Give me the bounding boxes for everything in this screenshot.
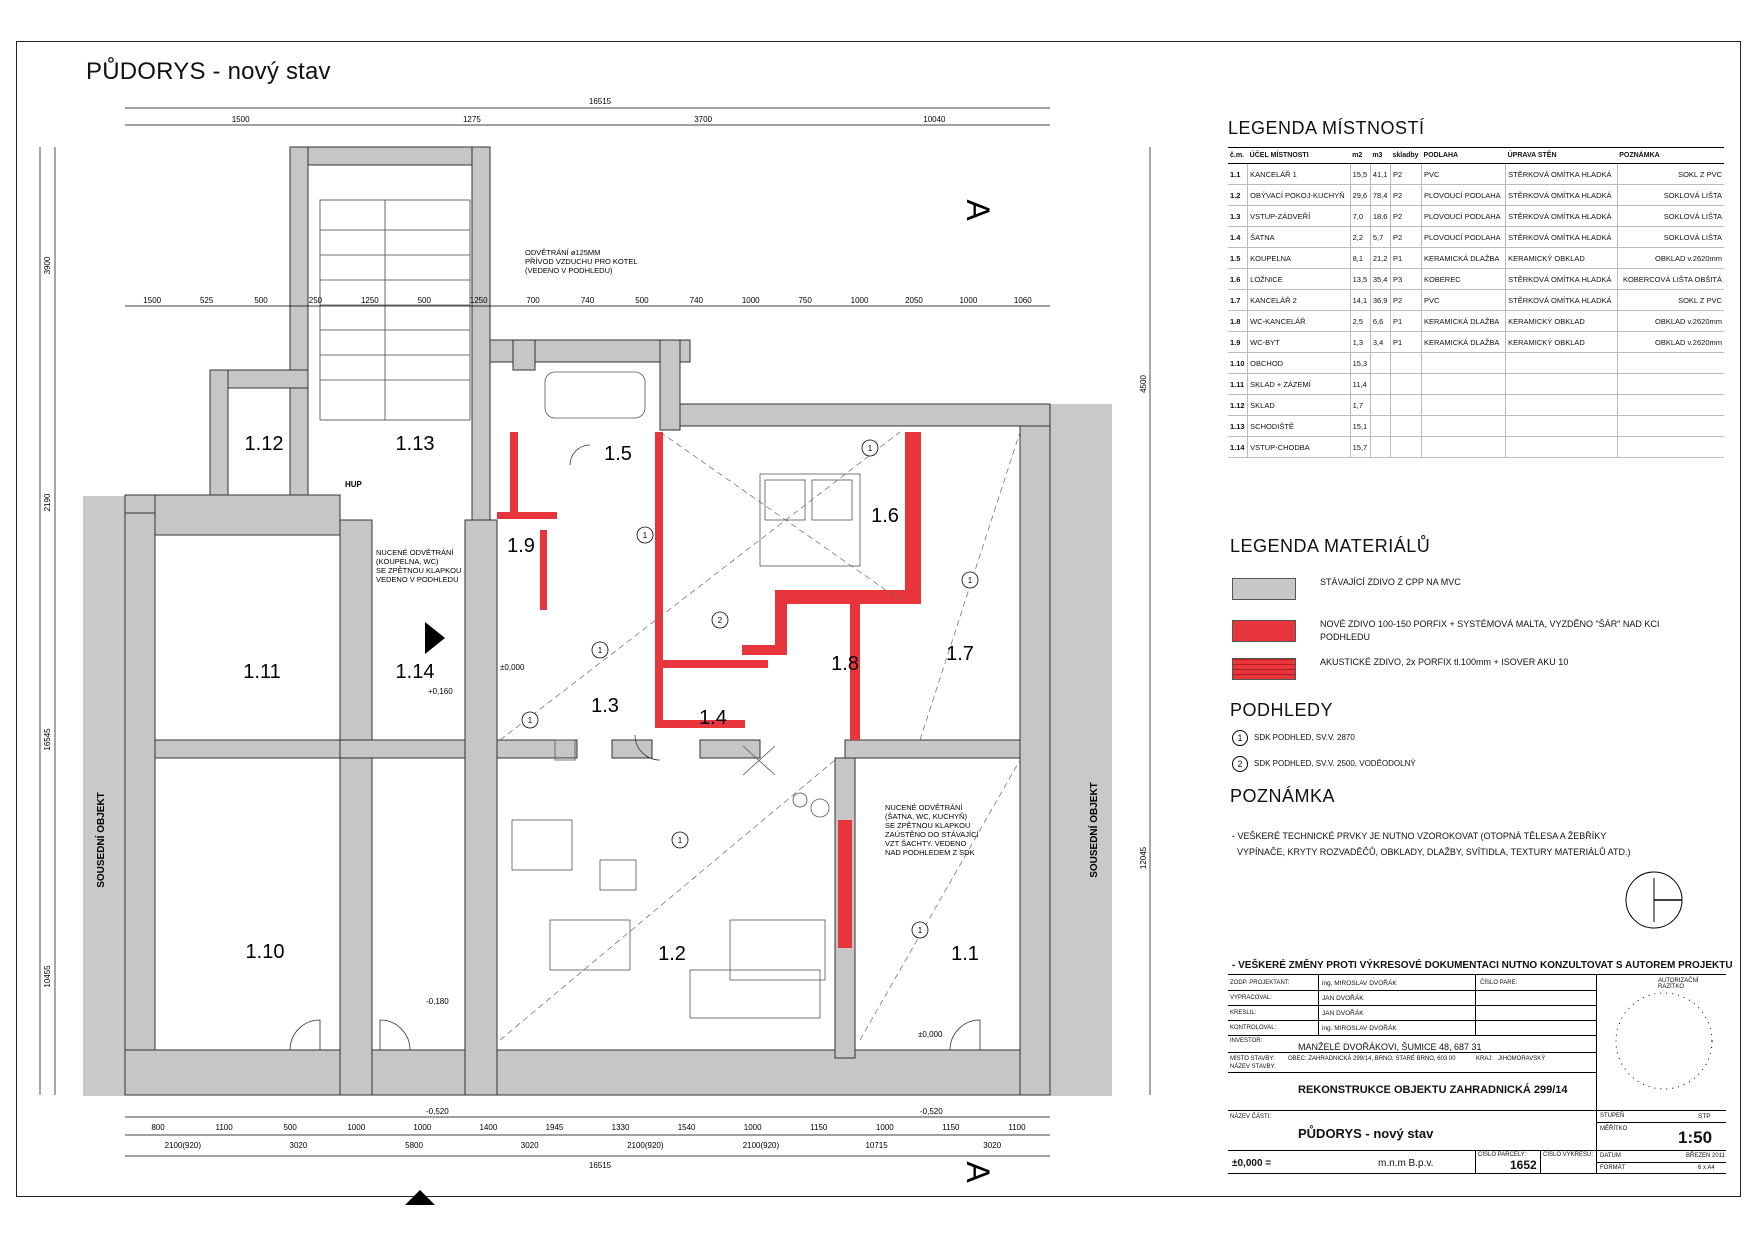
table-cell: 1.5	[1228, 248, 1248, 269]
table-cell	[1617, 437, 1724, 458]
vent-boiler-note	[525, 248, 638, 275]
dim-bottom-5: 1400	[479, 1123, 498, 1132]
tb-razitko: AUTORIZAČNÍ RAZÍTKO	[1658, 978, 1699, 990]
hup-label: HUP	[345, 480, 362, 489]
vent-kitchen-note	[885, 803, 980, 857]
dim-row2-0: 1500	[143, 296, 162, 305]
dim-bottom-3: 1000	[347, 1123, 366, 1132]
room-label-1.11: 1.11	[243, 661, 281, 683]
tb-cast: PŮDORYS - nový stav	[1298, 1126, 1434, 1141]
neighbor-right-label: SOUSEDNÍ OBJEKT	[1089, 782, 1100, 878]
table-cell: P2	[1391, 227, 1422, 248]
svg-text:1: 1	[677, 836, 683, 845]
legend-col-1: ÚČEL MÍSTNOSTI	[1248, 148, 1350, 164]
tb-cast-label: NÁZEV ČÁSTI:	[1230, 1114, 1272, 1120]
dim-bottom2-6: 10715	[865, 1141, 888, 1150]
svg-text:1: 1	[867, 444, 873, 453]
tb-kontrol-label: KONTROLOVAL:	[1230, 1025, 1277, 1031]
material-acoustic	[1232, 656, 1712, 684]
table-cell: KERAMICKÁ DLAŽBA	[1421, 248, 1505, 269]
svg-text:1: 1	[917, 926, 923, 935]
table-cell: WC-KANCELÁŘ	[1248, 311, 1350, 332]
table-cell: 7,0	[1350, 206, 1370, 227]
dim-bottom2-5: 2100(920)	[742, 1141, 780, 1150]
table-cell: 1.2	[1228, 185, 1248, 206]
table-cell: KOUPELNA	[1248, 248, 1350, 269]
table-cell: 8,1	[1350, 248, 1370, 269]
table-cell	[1506, 395, 1618, 416]
table-cell	[1391, 374, 1422, 395]
neighbor-right-wall	[1050, 404, 1112, 1096]
level-label-5: -0,520	[920, 1107, 943, 1116]
room-label-1.4: 1.4	[699, 707, 727, 729]
tb-misto-label: MÍSTO STAVBY:	[1230, 1056, 1275, 1062]
dim-bottom2-3: 3020	[520, 1141, 539, 1150]
table-cell: OBKLAD v.2620mm	[1617, 332, 1724, 353]
table-cell: OBKLAD v.2620mm	[1617, 248, 1724, 269]
note-title: POZNÁMKA	[1230, 786, 1336, 806]
table-cell: PLOVOUCÍ PODLAHA	[1421, 227, 1505, 248]
svg-text:NUCENÉ ODVĚTRÁNÍ(KOUPELNA, WC): NUCENÉ ODVĚTRÁNÍ (KOUPELNA, WC) SE ZPĚTNOU KLAPKOU VEDENO V PODHLEDU	[376, 548, 462, 584]
neighbor-left-label: SOUSEDNÍ OBJEKT	[96, 792, 107, 888]
table-cell: VSTUP-ZÁDVEŘÍ	[1248, 206, 1350, 227]
table-cell	[1506, 353, 1618, 374]
table-cell: P1	[1391, 248, 1422, 269]
room-label-1.12: 1.12	[244, 433, 284, 455]
dim-right-0: 4500	[1139, 375, 1148, 393]
room-legend-title: LEGENDA MÍSTNOSTÍ	[1228, 118, 1425, 138]
tb-zodp: ing. MIROSLAV DVOŘÁK	[1322, 980, 1397, 987]
svg-text:1: 1	[967, 576, 973, 585]
tb-format: 6 x A4	[1698, 1165, 1715, 1171]
tb-stupen: STP	[1698, 1113, 1711, 1120]
table-cell	[1506, 416, 1618, 437]
material-new	[1232, 618, 1712, 646]
legend-col-3: m3	[1370, 148, 1390, 164]
table-cell: PLOVOUCÍ PODLAHA	[1421, 185, 1505, 206]
table-cell: 15,1	[1350, 416, 1370, 437]
table-cell: 14,1	[1350, 290, 1370, 311]
dim-row2-2: 500	[254, 296, 268, 305]
table-cell: PVC	[1421, 164, 1505, 185]
table-cell: LOŽNICE	[1248, 269, 1350, 290]
tb-datum: BŘEZEN 2011	[1686, 1153, 1725, 1159]
table-row	[1228, 395, 1724, 416]
authorization-stamp	[1611, 988, 1717, 1094]
room-label-1.13: 1.13	[395, 433, 435, 455]
table-row	[1228, 185, 1724, 206]
table-cell	[1506, 374, 1618, 395]
dim-bottom2-0: 2100(920)	[164, 1141, 202, 1150]
dim-row2-9: 500	[635, 296, 649, 305]
table-cell	[1391, 437, 1422, 458]
dim-row2-7: 700	[526, 296, 540, 305]
tb-stupen-label: STUPEŇ	[1600, 1113, 1625, 1119]
room-label-1.14: 1.14	[395, 661, 435, 683]
svg-text:1: 1	[642, 531, 648, 540]
room-label-1.5: 1.5	[604, 443, 632, 465]
table-cell: 1.7	[1228, 290, 1248, 311]
table-cell: 18,6	[1370, 206, 1390, 227]
ceiling-text-1: SDK PODHLED, SV.V. 2870	[1254, 733, 1355, 743]
table-cell: 1.13	[1228, 416, 1248, 437]
dim-row2-5: 500	[417, 296, 431, 305]
table-cell: 2,2	[1350, 227, 1370, 248]
dim-left-0: 3900	[43, 256, 52, 275]
table-cell: KERAMICKÁ DLAŽBA	[1421, 311, 1505, 332]
table-row	[1228, 311, 1724, 332]
tb-datum-label: DATUM	[1600, 1153, 1621, 1159]
table-cell: 1.3	[1228, 206, 1248, 227]
legend-col-2: m2	[1350, 148, 1370, 164]
room-label-1.2: 1.2	[658, 943, 686, 965]
dim-row2-14: 2050	[905, 296, 923, 305]
dim-row2-15: 1000	[959, 296, 978, 305]
entry-arrow-marker	[425, 622, 445, 654]
tb-investor-label: INVESTOR:	[1230, 1038, 1263, 1044]
dim-row2-4: 1250	[360, 296, 379, 305]
fixtures	[512, 372, 860, 1018]
table-cell: STĚRKOVÁ OMÍTKA HLADKÁ	[1506, 185, 1618, 206]
table-cell: 1,3	[1350, 332, 1370, 353]
tb-kontrol: ing. MIROSLAV DVOŘÁK	[1322, 1025, 1397, 1032]
table-cell: STĚRKOVÁ OMÍTKA HLADKÁ	[1506, 206, 1618, 227]
tb-kreslil: JAN DVOŘÁK	[1322, 1010, 1364, 1017]
room-legend-table	[1228, 147, 1724, 458]
tb-vyprac-label: VYPRACOVAL:	[1230, 995, 1272, 1001]
dim-bottom-8: 1540	[677, 1123, 696, 1132]
tb-investor: MANŽELÉ DVOŘÁKOVI, ŠUMICE 48, 687 31	[1298, 1042, 1482, 1052]
dim-top-0: 1500	[231, 115, 250, 124]
tb-zodp-label: ZODP. PROJEKTANT:	[1230, 980, 1290, 986]
table-cell	[1421, 374, 1505, 395]
table-cell: SOKLOVÁ LIŠTA	[1617, 206, 1724, 227]
table-cell: 41,1	[1370, 164, 1390, 185]
tb-nazev-label: NÁZEV STAVBY:	[1230, 1064, 1276, 1070]
table-row	[1228, 437, 1724, 458]
table-cell	[1370, 416, 1390, 437]
legend-col-4: skladby	[1391, 148, 1422, 164]
ceiling-num-1: 1	[1232, 730, 1248, 746]
table-cell: P2	[1391, 290, 1422, 311]
dim-row2-3: 250	[308, 296, 323, 305]
table-cell: 6,6	[1370, 311, 1390, 332]
level-label-1: +0,160	[428, 687, 453, 696]
table-cell: P2	[1391, 185, 1422, 206]
dim-row2-1: 525	[199, 296, 214, 305]
table-cell	[1391, 353, 1422, 374]
table-cell: KERAMICKÁ DLAŽBA	[1421, 332, 1505, 353]
table-cell: VSTUP-CHODBA	[1248, 437, 1350, 458]
table-cell	[1617, 416, 1724, 437]
table-cell: 1.12	[1228, 395, 1248, 416]
svg-text:NUCENÉ ODVĚTRÁNÍ(ŠATNA, WC, KU: NUCENÉ ODVĚTRÁNÍ (ŠATNA, WC, KUCHYŇ) SE ZPĚTNOU KLAPKOU ZAÚSTĚNO DO STÁVAJÍCÍ VZT ŠACHTY. VEDENO NAD PODHLEDEM Z SDK	[885, 803, 979, 857]
table-cell: SKLAD + ZÁZEMÍ	[1248, 374, 1350, 395]
table-cell: OBCHOD	[1248, 353, 1350, 374]
tb-kraj: JIHOMORAVSKÝ	[1498, 1056, 1546, 1062]
table-cell: STĚRKOVÁ OMÍTKA HLADKÁ	[1506, 290, 1618, 311]
table-cell: STĚRKOVÁ OMÍTKA HLADKÁ	[1506, 164, 1618, 185]
table-cell: 1.6	[1228, 269, 1248, 290]
table-cell	[1370, 437, 1390, 458]
ceiling-item-1	[1232, 730, 1355, 748]
table-cell: KERAMICKÝ OBKLAD	[1506, 248, 1618, 269]
dim-top-1: 1275	[462, 115, 481, 124]
table-row	[1228, 374, 1724, 395]
table-cell: STĚRKOVÁ OMÍTKA HLADKÁ	[1506, 227, 1618, 248]
material-text-new: NOVÉ ZDIVO 100-150 PORFIX + SYSTÉMOVÁ MALTA, VYZDĚNO "ŠÁR" NAD KCI PODHLEDU	[1320, 619, 1660, 642]
tb-meritko: 1:50	[1678, 1128, 1713, 1147]
ceilings-title: PODHLEDY	[1230, 700, 1334, 720]
legend-col-0: č.m.	[1228, 148, 1248, 164]
svg-text:1: 1	[527, 716, 533, 725]
dim-bottom-1: 1100	[215, 1123, 233, 1132]
table-cell: SCHODIŠTĚ	[1248, 416, 1350, 437]
dim-bottom2-1: 3020	[289, 1141, 308, 1150]
material-text-existing: STÁVAJÍCÍ ZDIVO Z CPP NA MVC	[1320, 577, 1461, 587]
materials-legend-title: LEGENDA MATERIÁLŮ	[1230, 536, 1431, 556]
table-cell: OBKLAD v.2620mm	[1617, 311, 1724, 332]
dim-bottom-9: 1000	[743, 1123, 762, 1132]
table-row	[1228, 269, 1724, 290]
tb-format-label: FORMÁT	[1600, 1165, 1626, 1171]
table-cell: PLOVOUCÍ PODLAHA	[1421, 206, 1505, 227]
table-cell: 29,6	[1350, 185, 1370, 206]
staircase	[320, 200, 470, 420]
material-swatch-existing	[1232, 578, 1296, 600]
table-cell: 1.11	[1228, 374, 1248, 395]
table-cell: 11,4	[1350, 374, 1370, 395]
dim-total-top: 16515	[588, 97, 612, 106]
table-cell: STĚRKOVÁ OMÍTKA HLADKÁ	[1506, 269, 1618, 290]
dim-bottom-4: 1000	[413, 1123, 432, 1132]
material-swatch-new	[1232, 620, 1296, 642]
tb-parcela: 1652	[1510, 1158, 1537, 1172]
tb-meritko-label: MĚŘÍTKO	[1600, 1126, 1628, 1132]
dim-row2-12: 750	[798, 296, 812, 305]
table-row	[1228, 206, 1724, 227]
table-cell: P1	[1391, 332, 1422, 353]
new-walls	[497, 432, 921, 948]
table-row	[1228, 332, 1724, 353]
dim-row2-11: 1000	[741, 296, 760, 305]
table-cell: 1,7	[1350, 395, 1370, 416]
table-cell: 15,3	[1350, 353, 1370, 374]
dim-bottom-10: 1150	[810, 1123, 828, 1132]
room-legend	[1228, 118, 1728, 458]
table-cell	[1391, 416, 1422, 437]
table-cell: 15,5	[1350, 164, 1370, 185]
table-cell: P2	[1391, 164, 1422, 185]
vent-bath-note	[376, 548, 461, 584]
table-cell: SOKLOVÁ LIŠTA	[1617, 185, 1724, 206]
table-row	[1228, 290, 1724, 311]
table-cell: 78,4	[1370, 185, 1390, 206]
table-cell: KANCELÁŘ 1	[1248, 164, 1350, 185]
north-arrow-bottom	[405, 1190, 435, 1205]
dim-bottom-2: 500	[283, 1123, 297, 1132]
table-cell: KERAMICKÝ OBKLAD	[1506, 332, 1618, 353]
table-cell: 1.8	[1228, 311, 1248, 332]
material-text-acoustic: AKUSTICKÉ ZDIVO, 2x PORFIX tl.100mm + ISOVER AKU 10	[1320, 657, 1569, 667]
dim-row2-10: 740	[689, 296, 704, 305]
table-cell: SKLAD	[1248, 395, 1350, 416]
dim-top-2: 3700	[694, 115, 713, 124]
table-cell: 1.4	[1228, 227, 1248, 248]
table-cell: 36,9	[1370, 290, 1390, 311]
table-cell: KANCELÁŘ 2	[1248, 290, 1350, 311]
material-existing	[1232, 576, 1712, 604]
table-row	[1228, 164, 1724, 185]
room-label-1.6: 1.6	[871, 505, 899, 527]
svg-text:2: 2	[717, 616, 723, 625]
table-cell	[1506, 437, 1618, 458]
dim-bottom2-2: 5800	[405, 1141, 423, 1150]
table-cell	[1421, 437, 1505, 458]
dim-left-1: 2190	[43, 493, 52, 512]
legend-col-6: ÚPRAVA STĚN	[1506, 148, 1618, 164]
dim-row2-13: 1000	[850, 296, 869, 305]
table-cell	[1370, 353, 1390, 374]
dim-row2-6: 1250	[469, 296, 488, 305]
table-cell	[1370, 374, 1390, 395]
table-cell	[1391, 395, 1422, 416]
dim-left-3: 10455	[43, 965, 52, 988]
dim-row2-8: 740	[580, 296, 595, 305]
table-cell: 1.10	[1228, 353, 1248, 374]
table-cell: 1.14	[1228, 437, 1248, 458]
table-cell: KOBEREC	[1421, 269, 1505, 290]
table-cell	[1370, 395, 1390, 416]
table-row	[1228, 353, 1724, 374]
table-cell	[1617, 374, 1724, 395]
table-row	[1228, 248, 1724, 269]
table-cell: WC-BYT	[1248, 332, 1350, 353]
room-label-1.3: 1.3	[591, 695, 619, 717]
material-swatch-acoustic	[1232, 658, 1296, 680]
table-cell: OBÝVACÍ POKOJ-KUCHYŇ	[1248, 185, 1350, 206]
tb-parcela-label: ČÍSLO PARCELY:	[1478, 1152, 1527, 1158]
dim-bottom-7: 1330	[611, 1123, 630, 1132]
table-cell: 2,5	[1350, 311, 1370, 332]
table-cell: 5,7	[1370, 227, 1390, 248]
table-cell: ŠATNA	[1248, 227, 1350, 248]
table-cell: PVC	[1421, 290, 1505, 311]
room-label-1.10: 1.10	[245, 941, 285, 963]
section-marker-top: A	[960, 199, 996, 221]
tb-nazev: REKONSTRUKCE OBJEKTU ZAHRADNICKÁ 299/14	[1298, 1084, 1568, 1096]
ceiling-text-2: SDK PODHLED, SV.V. 2500, VODĚODOLNÝ	[1254, 759, 1416, 769]
tb-misto: OBEC: ZAHRADNICKÁ 299/14, BRNO, STARÉ BRNO, 603 00	[1288, 1056, 1456, 1062]
tb-level-value: m.n.m B.p.v.	[1378, 1158, 1434, 1169]
dim-left-2: 16545	[43, 728, 52, 751]
table-cell: SOKL Z PVC	[1617, 164, 1724, 185]
ceiling-item-2	[1232, 756, 1416, 774]
legend-col-5: PODLAHA	[1421, 148, 1505, 164]
room-label-1.7: 1.7	[946, 643, 974, 665]
room-label-1.8: 1.8	[831, 653, 859, 675]
note-text: - VEŠKERÉ TECHNICKÉ PRVKY JE NUTNO VZOROKOVAT (OTOPNÁ TĚLESA A ŽEBŘÍKY VYPÍNAČE, KRYTY ROZVADĚČŮ, OBKLADY, DLAŽBY, SVÍTIDLA, TEXTURY MATERIÁLŮ ATD.)	[1232, 831, 1631, 857]
dim-bottom-6: 1945	[545, 1123, 564, 1132]
table-row	[1228, 227, 1724, 248]
table-cell: P3	[1391, 269, 1422, 290]
dim-total-bottom: 16515	[588, 1161, 612, 1170]
table-cell: 1.9	[1228, 332, 1248, 353]
table-cell	[1421, 353, 1505, 374]
section-marker-bottom: A	[960, 1161, 996, 1183]
dim-bottom-13: 1100	[1008, 1123, 1026, 1132]
room-label-1.9: 1.9	[507, 535, 535, 557]
table-cell	[1421, 395, 1505, 416]
dim-bottom-0: 800	[151, 1123, 165, 1132]
dim-right-1: 12045	[1139, 846, 1148, 870]
level-label-4: -0,520	[426, 1107, 449, 1116]
dim-bottom2-4: 2100(920)	[627, 1141, 664, 1150]
title-block	[1228, 960, 1733, 1185]
svg-text:1: 1	[597, 646, 603, 655]
tb-kraj-label: KRAJ:	[1476, 1056, 1494, 1062]
page-title: PŮDORYS - nový stav	[86, 58, 331, 85]
level-label-2: ±0,000	[500, 663, 525, 672]
table-cell: 21,2	[1370, 248, 1390, 269]
room-label-1.1: 1.1	[951, 943, 979, 965]
table-cell	[1617, 395, 1724, 416]
tb-cislo-pare: ČÍSLO PARE:	[1480, 980, 1518, 986]
table-cell: 3,4	[1370, 332, 1390, 353]
north-arrow-icon	[1624, 870, 1684, 930]
dim-bottom2-7: 3020	[983, 1141, 1002, 1150]
tb-level-label: ±0,000 =	[1232, 1158, 1272, 1169]
tb-vykres-label: ČÍSLO VÝKRESU:	[1543, 1152, 1594, 1158]
tb-vyprac: JAN DVOŘÁK	[1322, 995, 1364, 1002]
legend-col-7: POZNÁMKA	[1617, 148, 1724, 164]
table-row	[1228, 416, 1724, 437]
dim-top-3: 10040	[923, 115, 946, 124]
table-cell: 35,4	[1370, 269, 1390, 290]
table-cell: SOKLOVÁ LIŠTA	[1617, 227, 1724, 248]
table-cell: 15,7	[1350, 437, 1370, 458]
table-cell: 13,5	[1350, 269, 1370, 290]
level-label-3: -0,180	[426, 997, 449, 1006]
table-cell: P2	[1391, 206, 1422, 227]
tb-kreslil-label: KRESLIL:	[1230, 1010, 1257, 1016]
table-cell: KERAMICKÝ OBKLAD	[1506, 311, 1618, 332]
ceiling-num-2: 2	[1232, 756, 1248, 772]
table-cell: SOKL Z PVC	[1617, 290, 1724, 311]
table-cell: KOBERCOVÁ LIŠTA OBŠITÁ	[1617, 269, 1724, 290]
dim-bottom-11: 1000	[875, 1123, 894, 1132]
dim-bottom-12: 1150	[942, 1123, 960, 1132]
table-cell: P1	[1391, 311, 1422, 332]
dim-row2-16: 1060	[1013, 296, 1032, 305]
svg-text:ODVĚTRÁNÍ ø125MMPŘÍVOD VZDUCHU: ODVĚTRÁNÍ ø125MM PŘÍVOD VZDUCHU PRO KOTEL (VEDENO V PODHLEDU)	[525, 248, 638, 275]
level-label-6: ±0,000	[918, 1030, 943, 1039]
table-cell: 1.1	[1228, 164, 1248, 185]
table-cell	[1617, 353, 1724, 374]
table-cell	[1421, 416, 1505, 437]
title-block-warning: - VEŠKERÉ ZMĚNY PROTI VÝKRESOVÉ DOKUMENTACI NUTNO KONZULTOVAT S AUTOREM PROJEKTU	[1232, 960, 1733, 971]
